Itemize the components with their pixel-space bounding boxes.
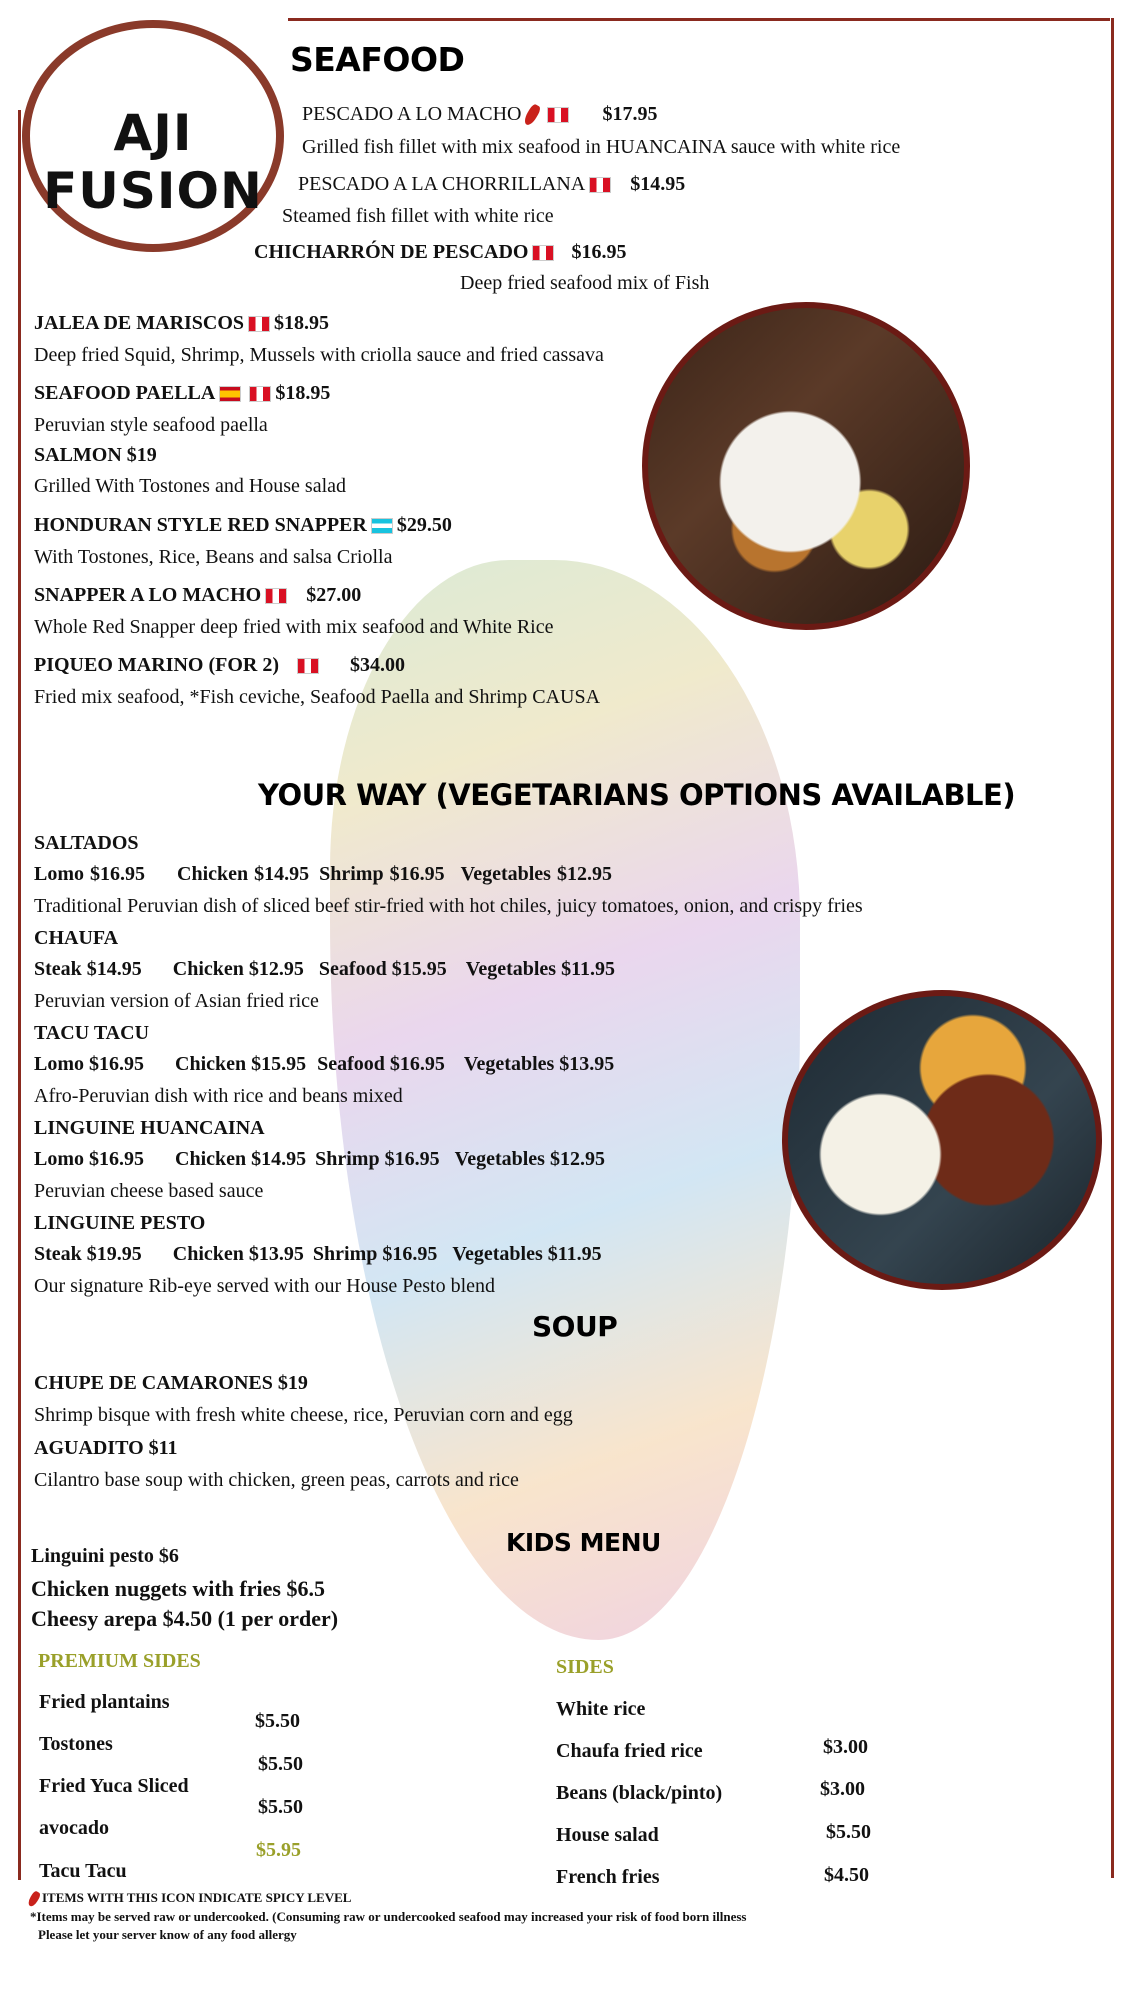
side-price: $4.50 — [824, 1864, 869, 1886]
price-option: Lomo $16.95 — [34, 1053, 144, 1075]
price-option: Steak $19.95 — [34, 1243, 142, 1265]
item-name: CHAUFA — [34, 927, 119, 949]
item-desc: Afro-Peruvian dish with rice and beans mixed — [34, 1085, 403, 1107]
peru-flag-icon — [248, 316, 270, 332]
item-name: SALMON $19 — [34, 444, 157, 466]
item-desc: Peruvian version of Asian fried rice — [34, 990, 319, 1012]
chili-pepper-icon — [523, 103, 543, 127]
allergy-note: Please let your server know of any food allergy — [38, 1927, 297, 1942]
seafood-platter-photo — [642, 302, 970, 630]
kids-menu-heading: KIDS MENU — [506, 1528, 661, 1557]
item-name: TACU TACU — [34, 1022, 150, 1044]
raw-food-warning: *Items may be served raw or undercooked. (Consuming raw or undercooked seafood may increased your risk of food born illness — [30, 1909, 747, 1924]
peru-flag-icon — [547, 107, 569, 123]
item-name: SEAFOOD PAELLA — [34, 382, 216, 404]
price-option: Chicken $13.95 — [172, 1243, 304, 1265]
item-desc: Grilled With Tostones and House salad — [34, 475, 347, 497]
premium-side-name: avocado — [39, 1817, 109, 1839]
price-option: Chicken $12.95 — [172, 958, 304, 980]
premium-side-name: Tostones — [39, 1733, 113, 1755]
item-desc: Shrimp bisque with fresh white cheese, rice, Peruvian corn and egg — [34, 1404, 573, 1426]
premium-side-name: Fried Yuca Sliced — [39, 1775, 189, 1797]
menu-item — [34, 514, 452, 537]
item-price: $27.00 — [306, 584, 362, 606]
price-option: Vegetables $11.95 — [452, 1243, 602, 1265]
item-name: SALTADOS — [34, 832, 139, 854]
item-price: $34.00 — [349, 654, 405, 676]
menu-item — [34, 584, 361, 607]
honduras-flag-icon — [371, 518, 393, 534]
peru-flag-icon — [265, 588, 287, 604]
item-name: PESCADO A LA CHORRILLANA — [298, 173, 586, 195]
item-name: PIQUEO MARINO (FOR 2) — [34, 654, 279, 676]
price-option: Vegetables $12.95 — [454, 1148, 605, 1170]
price-option: Chicken $15.95 — [175, 1053, 307, 1075]
item-desc: Fried mix seafood, *Fish ceviche, Seafood Paella and Shrimp CAUSA — [34, 686, 601, 708]
spain-flag-icon — [219, 386, 241, 402]
menu-item — [34, 312, 329, 335]
soup-heading: SOUP — [532, 1310, 618, 1343]
peru-flag-icon — [249, 386, 271, 402]
item-desc: Grilled fish fillet with mix seafood in HUANCAINA sauce with white rice — [302, 136, 901, 158]
top-border — [288, 18, 1110, 21]
side-price: $3.00 — [820, 1778, 865, 1800]
premium-side-price: $5.50 — [255, 1710, 300, 1732]
price-options — [34, 1148, 1074, 1180]
price-option: Vegetables $11.95 — [465, 958, 615, 980]
peru-flag-icon — [532, 245, 554, 261]
menu-item — [298, 173, 685, 196]
menu-item — [34, 1022, 1074, 1117]
menu-item — [302, 103, 657, 126]
side-price: $5.50 — [826, 1821, 871, 1843]
side-name: Beans (black/pinto) — [556, 1782, 723, 1804]
logo-text: AJI FUSION — [43, 104, 263, 220]
item-price: $18.95 — [274, 312, 330, 334]
your-way-list — [34, 832, 1074, 1307]
restaurant-logo — [22, 20, 284, 252]
price-option: Shrimp $16.95 — [312, 1243, 438, 1265]
price-options — [34, 1243, 1074, 1275]
item-price: $18.95 — [275, 382, 331, 404]
price-option: Vegetables $13.95 — [463, 1053, 615, 1075]
item-desc: Steamed fish fillet with white rice — [282, 205, 554, 227]
spicy-note — [30, 1890, 351, 1907]
price-option: Shrimp $16.95 — [319, 863, 445, 885]
item-name: AGUADITO $11 — [34, 1437, 178, 1459]
price-option: Chicken $14.95 — [177, 863, 310, 885]
item-name: LINGUINE PESTO — [34, 1212, 206, 1234]
item-desc: Whole Red Snapper deep fried with mix seafood and White Rice — [34, 616, 554, 638]
item-name: JALEA DE MARISCOS — [34, 312, 245, 334]
menu-item — [254, 241, 626, 264]
item-desc: Peruvian cheese based sauce — [34, 1180, 264, 1202]
premium-side-price: $5.50 — [258, 1796, 303, 1818]
premium-side-price: $5.95 — [256, 1839, 301, 1861]
price-option: Vegetables $12.95 — [460, 863, 612, 885]
premium-sides-heading: PREMIUM SIDES — [38, 1650, 201, 1672]
item-price: $17.95 — [602, 103, 658, 125]
price-option: Chicken $14.95 — [175, 1148, 307, 1170]
item-desc: With Tostones, Rice, Beans and salsa Criolla — [34, 546, 393, 568]
side-name: French fries — [556, 1866, 660, 1888]
item-name: CHICHARRÓN DE PESCADO — [254, 241, 529, 263]
your-way-heading: YOUR WAY (VEGETARIANS OPTIONS AVAILABLE) — [258, 778, 1016, 812]
item-desc: Deep fried seafood mix of Fish — [460, 272, 710, 294]
item-price: $14.95 — [630, 173, 686, 195]
item-desc: Peruvian style seafood paella — [34, 414, 268, 436]
menu-item — [34, 1117, 1074, 1212]
item-name: CHUPE DE CAMARONES $19 — [34, 1372, 308, 1394]
item-price: $16.95 — [571, 241, 627, 263]
item-desc: Deep fried Squid, Shrimp, Mussels with criolla sauce and fried cassava — [34, 344, 604, 366]
price-option: Shrimp $16.95 — [315, 1148, 440, 1170]
premium-side-name: Tacu Tacu — [39, 1860, 127, 1882]
peru-flag-icon — [297, 658, 319, 674]
item-desc: Traditional Peruvian dish of sliced beef stir-fried with hot chiles, juicy tomatoes, onion, and crispy fries — [34, 895, 863, 917]
menu-item — [34, 832, 1074, 927]
item-desc: Cilantro base soup with chicken, green peas, carrots and rice — [34, 1469, 519, 1491]
kids-item: Linguini pesto $6 — [31, 1545, 179, 1567]
menu-item — [34, 927, 1074, 1022]
price-option: Steak $14.95 — [34, 958, 142, 980]
price-option: Seafood $15.95 — [318, 958, 447, 980]
price-options — [34, 1053, 1074, 1085]
item-name: SNAPPER A LO MACHO — [34, 584, 262, 606]
peru-flag-icon — [589, 177, 611, 193]
item-name: PESCADO A LO MACHO — [302, 103, 522, 125]
side-price: $3.00 — [823, 1736, 868, 1758]
right-border — [1111, 18, 1114, 1878]
price-option: Lomo $16.95 — [34, 1148, 144, 1170]
item-price: $29.50 — [396, 514, 452, 536]
price-option: Seafood $16.95 — [317, 1053, 445, 1075]
side-name: White rice — [556, 1698, 646, 1720]
menu-item — [34, 1212, 1074, 1307]
price-option: Lomo $16.95 — [34, 863, 145, 885]
chili-pepper-icon — [27, 1890, 42, 1908]
side-name: House salad — [556, 1824, 659, 1846]
price-options — [34, 958, 1074, 990]
premium-side-name: Fried plantains — [39, 1691, 170, 1713]
premium-side-price: $5.50 — [258, 1753, 303, 1775]
menu-item — [34, 654, 405, 677]
seafood-heading: SEAFOOD — [290, 40, 465, 79]
sides-heading: SIDES — [556, 1656, 614, 1678]
kids-item: Chicken nuggets with fries $6.5 — [31, 1576, 325, 1601]
item-desc: Our signature Rib-eye served with our House Pesto blend — [34, 1275, 496, 1297]
menu-item — [34, 382, 330, 405]
item-name: LINGUINE HUANCAINA — [34, 1117, 265, 1139]
left-border — [18, 110, 21, 1880]
spicy-note-text: ITEMS WITH THIS ICON INDICATE SPICY LEVEL — [42, 1890, 352, 1905]
item-name: HONDURAN STYLE RED SNAPPER — [34, 514, 367, 536]
kids-item: Cheesy arepa $4.50 (1 per order) — [31, 1606, 339, 1631]
side-name: Chaufa fried rice — [556, 1740, 703, 1762]
price-options — [34, 863, 1074, 895]
